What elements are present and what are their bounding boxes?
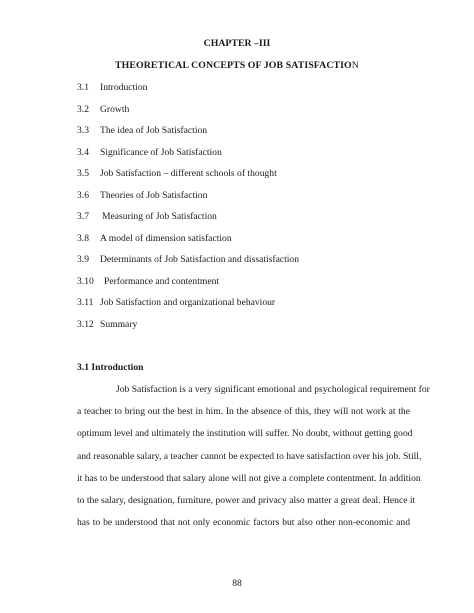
toc-item-title: Job Satisfaction and organizational behaviour — [100, 297, 276, 308]
toc-item-title: Summary — [100, 318, 138, 330]
toc-item-title: The idea of Job Satisfaction — [100, 125, 208, 136]
paragraph-line: Job Satisfaction is a very significant emotional and psychological requirement for — [116, 384, 430, 395]
toc-item-number: 3.2 — [77, 103, 89, 115]
toc-item-title: Measuring of Job Satisfaction — [102, 211, 217, 222]
toc-item-title: Significance of Job Satisfaction — [100, 146, 222, 158]
toc-item-number: 3.11 — [77, 297, 94, 308]
page-number: 88 — [232, 578, 242, 589]
toc-item-title: A model of dimension satisfaction — [100, 232, 232, 244]
toc-item-number: 3.3 — [77, 125, 89, 136]
toc-item-title: Growth — [100, 103, 130, 115]
chapter-title-main: THEORETICAL CONCEPTS OF JOB SATISFACTIO — [115, 60, 352, 71]
section-heading: 3.1 Introduction — [77, 362, 144, 373]
toc-item-title: Introduction — [100, 82, 148, 93]
toc-item-number: 3.10 — [77, 275, 94, 287]
toc-item-number: 3.7 — [77, 211, 89, 222]
paragraph-line: optimum level and ultimately the institution will suffer. No doubt, without getting good — [77, 428, 413, 440]
toc-item-number: 3.6 — [77, 189, 89, 201]
paragraph-line: has to be understood that not only economic factors but also other non-economic and — [77, 517, 410, 529]
toc-item-number: 3.12 — [77, 318, 94, 330]
chapter-title-tail: N — [351, 60, 359, 71]
toc-item-number: 3.9 — [77, 254, 89, 265]
toc-item-title: Performance and contentment — [104, 275, 220, 287]
toc-item-title: Theories of Job Satisfaction — [100, 189, 208, 201]
paragraph-line: it has to be understood that salary alone will not give a complete contentment. In addition — [77, 472, 421, 484]
paragraph-line: a teacher to bring out the best in him. In the absence of this, they will not work at the — [77, 406, 410, 418]
toc-item-title: Determinants of Job Satisfaction and dissatisfaction — [100, 254, 300, 265]
toc-item-title: Job Satisfaction – different schools of thought — [100, 168, 277, 179]
toc-item-number: 3.5 — [77, 168, 89, 179]
chapter-heading: CHAPTER –III — [203, 38, 271, 49]
paragraph-line: to the salary, designation, furniture, power and privacy also matter a great deal. Hence it — [77, 495, 416, 507]
toc-item-number: 3.4 — [77, 146, 89, 158]
toc-item-number: 3.8 — [77, 232, 89, 244]
toc-item-number: 3.1 — [77, 82, 89, 93]
chapter-title — [0, 60, 474, 71]
body-paragraph — [77, 379, 430, 534]
paragraph-line: and reasonable salary, a teacher cannot be expected to have satisfaction over his job. Still, — [77, 450, 422, 462]
